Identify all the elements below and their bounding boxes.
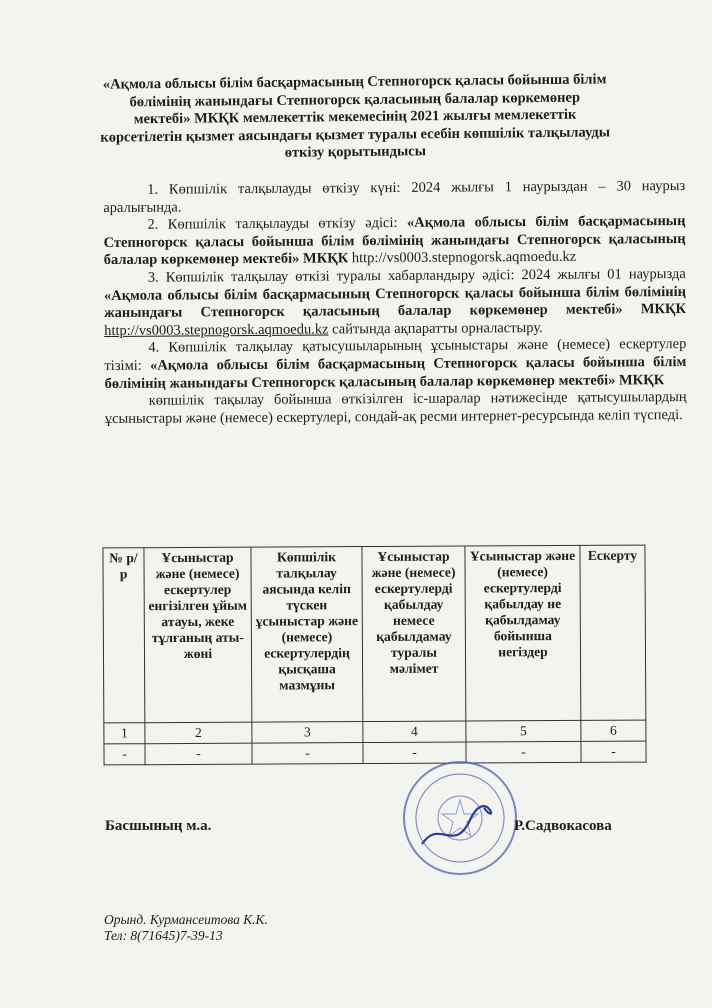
table-row <box>104 741 646 765</box>
paragraph-2-text: 2. Көпшілік талқылауды өткізу әдісі: <box>147 215 408 233</box>
table-cell: 5 <box>466 720 581 742</box>
table-cell: 4 <box>363 721 466 743</box>
paragraph-5: көпшілік тақылау бойынша өткізілген іс-шаралар нәтижесінде қатысушылардың ұсыныстары және (немесе) ескертулері, сондай-ақ ресми интернет-ресурсында келіп түспеді. <box>104 389 687 427</box>
paragraph-3 <box>104 266 686 340</box>
paragraph-4-text: 4. Көпшілік талқылау қатысушыларының ұсыныстары және (немесе) ескертулер тізімі: <box>104 336 687 374</box>
org-name: «Ақмола облысы білім басқармасының Степногорск қаласы бойынша білім бөлімінің жанындағы Степногорск қаласының балалар көркемөнер мектебі» МКҚК <box>103 283 687 322</box>
document-body <box>103 178 687 428</box>
results-table <box>102 545 646 766</box>
table-cell: - <box>104 744 145 765</box>
org-name: «Ақмола облысы білім басқармасының Степногорск қаласы бойынша білім бөлімінің жанындағы Степногорск қаласының балалар көркемөнер мектебі» МКҚК <box>103 213 686 269</box>
table-cell: 1 <box>104 723 145 744</box>
executor-phone: Тел: 8(71645)7-39-13 <box>104 928 223 943</box>
table-cell: 6 <box>581 720 646 741</box>
table-cell: 2 <box>145 722 252 744</box>
paragraph-2 <box>103 213 685 270</box>
table-header: Ескерту <box>580 545 646 720</box>
table-cell: - <box>252 743 363 765</box>
table-header: № р/р <box>103 548 145 723</box>
table-header-row <box>103 545 646 723</box>
website-text: http://vs0003.stepnogorsk.aqmoedu.kz <box>351 249 577 267</box>
website-link[interactable]: http://vs0003.stepnogorsk.aqmoedu.kz <box>104 321 329 339</box>
org-name: «Ақмола облысы білім басқармасының Степногорск қаласы бойынша білім бөлімінің жанындағы Степногорск қаласының балалар көркемөнер мектебі» МКҚК <box>104 353 687 392</box>
signature-name: Р.Садвокасова <box>514 818 612 834</box>
signature-label: Басшының м.а. <box>105 818 212 834</box>
table-row <box>104 720 646 744</box>
table-cell: - <box>466 741 581 763</box>
table-cell: - <box>363 742 466 764</box>
official-seal-icon <box>400 758 520 878</box>
table-header: Ұсыныстар және (немесе) ескертулерді қабылдау не қабылдамау бойынша негіздер <box>465 545 581 721</box>
paragraph-3-text: 3. Көпшілік талқылау өткізі туралы хабарландыру әдісі: 2024 жылғы 01 наурызда <box>147 265 686 286</box>
table-cell: - <box>581 741 646 762</box>
table-cell: - <box>145 743 252 765</box>
table-header: Ұсыныстар және (немесе) ескертулерді қабылдау немесе қабылдамау туралы мәлімет <box>362 546 466 722</box>
paragraph-4 <box>104 336 686 393</box>
table-header: Ұсыныстар және (немесе) ескертулер енгізілген ұйым атауы, жеке тұлғаның аты-жөні <box>144 547 252 723</box>
executor-info <box>104 912 268 944</box>
paragraph-3-suffix: сайтында ақпаратты орналастыру. <box>328 319 543 338</box>
document-title: «Ақмола облысы білім басқармасының Степногорск қаласы бойынша білім бөлімінің жанындағы Степногорск қаласының балалар көркемөнер мектебі» МКҚК мемлекеттік мекемесінің 2021 жылғы мемлекеттік көрсетілетін қызмет аясындағы қызмет туралы есебін көпшілік талқылауды өткізу қорытындысы <box>100 71 611 161</box>
executor-name: Орынд. Курмансеитова К.К. <box>104 912 268 927</box>
table-header: Көпшілік талқылау аясында келіп түскен ұсыныстар және (немесе) ескертулердің қысқаша мазмұны <box>251 547 363 723</box>
table-cell: 3 <box>252 722 363 744</box>
paragraph-1: 1. Көпшілік талқылауды өткізу күні: 2024 жылғы 1 наурыздан – 30 наурыз аралығында. <box>103 177 686 216</box>
